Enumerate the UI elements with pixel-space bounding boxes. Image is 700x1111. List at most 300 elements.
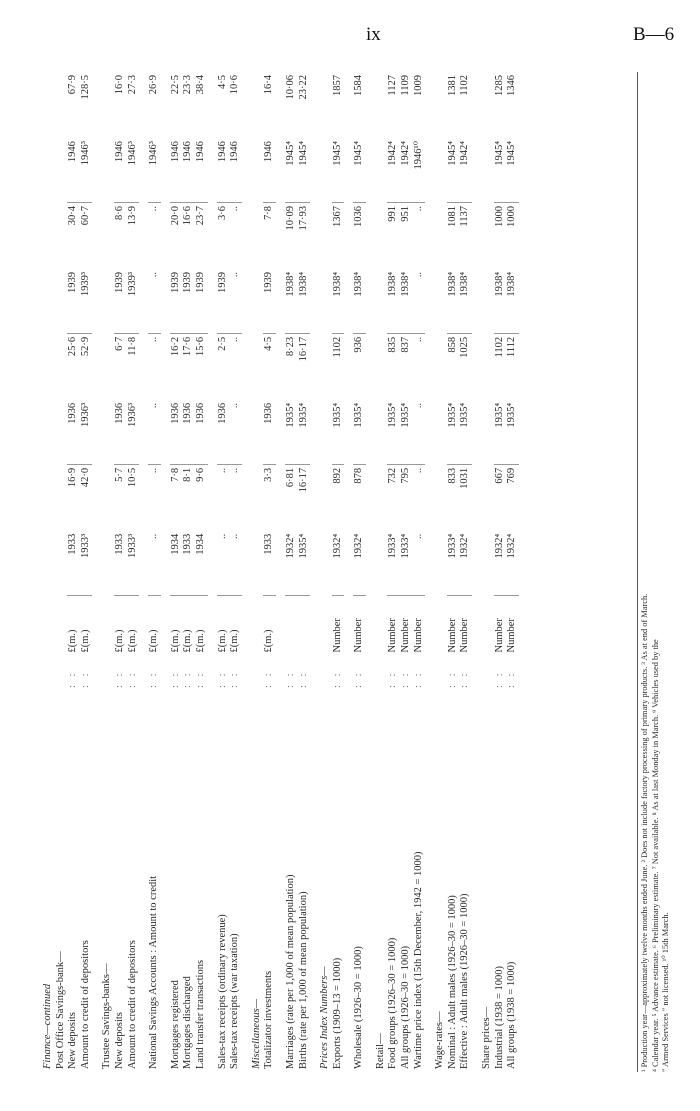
row-label: Totalizator investments — [263, 970, 275, 1069]
page-code: B—6 — [633, 24, 675, 45]
unit-cell: Number — [387, 618, 399, 653]
value-cell: 20·0 — [169, 206, 181, 226]
year-cell: 1936³ — [127, 400, 140, 464]
year-cell: 1942⁴ — [459, 138, 472, 202]
table-row — [182, 72, 195, 1072]
spacer-cell — [161, 72, 170, 1072]
table-row — [229, 72, 242, 1072]
value-cell: 667 — [493, 467, 505, 484]
value-cell: 6·7 — [113, 336, 125, 351]
value-cell: 9·6 — [194, 467, 206, 482]
row-label: Finance—continued — [42, 983, 53, 1069]
value-cell: .. — [229, 206, 241, 212]
row-label: New deposits — [67, 1012, 79, 1069]
footnotes — [637, 72, 672, 1072]
value-cell: 1102 — [459, 75, 471, 96]
year-cell: 1945⁴ — [285, 138, 298, 202]
spacer-cell — [472, 72, 481, 1072]
empty-cell — [251, 72, 264, 703]
year-cell: 1938⁴ — [447, 269, 460, 333]
year-cell: 1946¹⁰ — [413, 138, 426, 202]
year-cell: 1935⁴ — [298, 400, 311, 464]
value-cell: 6·81 — [284, 467, 296, 488]
value-cell: 16·4 — [263, 75, 275, 95]
year-cell: 1933 — [114, 531, 127, 595]
value-cell: 23·3 — [182, 75, 194, 95]
spacer-row — [472, 72, 481, 1072]
leader-dots: : : — [506, 670, 518, 688]
value-cell: .. — [412, 467, 424, 474]
table-row — [285, 72, 298, 1072]
page-number-roman: ix — [366, 24, 381, 45]
year-cell: 1935⁴ — [447, 400, 460, 464]
value-cell: 1857 — [331, 75, 343, 96]
value-cell: 835 — [387, 336, 399, 353]
year-cell: 1938⁴ — [459, 269, 472, 333]
leader-dots: : : — [400, 670, 412, 688]
year-cell: 1935⁴ — [506, 400, 519, 464]
value-cell: 1109 — [400, 75, 412, 96]
value-cell: 17·6 — [182, 336, 194, 357]
year-cell: 1936 — [263, 400, 276, 464]
leader-dots: : : — [331, 670, 343, 688]
empty-cell — [319, 72, 332, 703]
value-cell: 25·6 — [67, 336, 79, 357]
leader-dots: : : — [194, 670, 206, 688]
value-cell: 23·7 — [194, 206, 206, 226]
row-label: Nominal : Adult males (1926–30 = 1000) — [446, 895, 458, 1069]
table-row — [494, 72, 507, 1072]
value-cell: 16·17 — [297, 336, 309, 362]
value-cell: .. — [229, 467, 241, 474]
year-cell: 1938⁴ — [332, 269, 345, 333]
value-cell: 1584 — [353, 75, 365, 96]
year-cell: 1945⁴ — [298, 138, 311, 202]
year-cell: 1946 — [217, 138, 230, 202]
value-cell: .. — [216, 467, 228, 474]
row-label: Wholesale (1926–30 = 1000) — [353, 946, 365, 1069]
value-cell: 22·5 — [169, 75, 181, 95]
value-cell: 1009 — [412, 75, 424, 96]
value-cell: .. — [412, 206, 424, 212]
leader-dots: : : — [113, 670, 125, 688]
value-cell: .. — [229, 336, 241, 343]
year-cell: 1938⁴ — [506, 269, 519, 333]
leader-dots: : : — [284, 670, 296, 688]
value-cell: 10·06 — [284, 75, 296, 100]
row-label: Amount to credit of depositors — [126, 940, 138, 1069]
section-heading-row — [251, 72, 264, 1072]
year-cell: 1946³ — [80, 138, 93, 202]
value-cell: 2·5 — [216, 336, 228, 351]
row-label: Wage-rates— — [434, 1011, 446, 1069]
year-cell: 1936 — [170, 400, 183, 464]
year-cell: 1942⁴ — [400, 138, 413, 202]
year-cell: 1942⁴ — [387, 138, 400, 202]
year-cell: 1945⁴ — [494, 138, 507, 202]
value-cell: .. — [412, 336, 424, 343]
value-cell: 8·1 — [182, 467, 194, 482]
year-cell: 1945⁴ — [447, 138, 460, 202]
value-cell: 10·09 — [284, 206, 296, 231]
value-cell: 60·7 — [79, 206, 91, 226]
value-cell: 1000 — [493, 206, 505, 227]
value-cell: 795 — [400, 467, 412, 484]
leader-dots: : : — [169, 670, 181, 688]
value-cell: 11·8 — [126, 336, 138, 356]
value-cell: 833 — [446, 467, 458, 484]
unit-cell: £(m.) — [194, 629, 206, 653]
section-heading-row — [55, 72, 68, 1072]
unit-cell: £(m.) — [182, 629, 194, 653]
value-cell: 30·4 — [67, 206, 79, 226]
footnote-line: ¹ Production year—approximately twelve months ended June. ² Does not include factory processing of primary products. ³ As at end of March. — [640, 593, 649, 1072]
year-cell: 1938⁴ — [400, 269, 413, 333]
spacer-row — [425, 72, 434, 1072]
year-cell: 1939³ — [80, 269, 93, 333]
row-label: Trustee Savings-banks— — [101, 963, 113, 1069]
year-cell: 1932⁴ — [506, 531, 519, 595]
value-cell: .. — [148, 206, 160, 212]
table-row — [332, 72, 345, 1072]
year-cell: 1932⁴ — [494, 531, 507, 595]
year-cell: .. — [413, 400, 426, 464]
table-row — [506, 72, 519, 1072]
statistics-table — [42, 72, 519, 1072]
year-cell: 1932⁴ — [332, 531, 345, 595]
year-cell: 1932⁴ — [285, 531, 298, 595]
value-cell: 1036 — [353, 206, 365, 227]
unit-cell: Number — [400, 618, 412, 653]
value-cell: 52·9 — [79, 336, 91, 357]
unit-cell: Number — [353, 618, 365, 653]
year-cell: 1933 — [67, 531, 80, 595]
year-cell: 1939 — [195, 269, 208, 333]
year-cell: 1935⁴ — [332, 400, 345, 464]
unit-cell: £(m.) — [148, 629, 160, 653]
table-row — [80, 72, 93, 1072]
row-label: New deposits — [113, 1012, 125, 1069]
year-cell: 1946 — [182, 138, 195, 202]
section-heading-row — [319, 72, 332, 1072]
value-cell: .. — [148, 467, 160, 474]
row-label: Sales-tax receipts (ordinary revenue) — [216, 914, 228, 1069]
year-cell: 1935⁴ — [285, 400, 298, 464]
year-cell: 1936 — [195, 400, 208, 464]
year-cell: 1934 — [170, 531, 183, 595]
row-label: Mortgages discharged — [182, 976, 194, 1069]
spacer-row — [276, 72, 285, 1072]
unit-cell: £(m.) — [229, 629, 241, 653]
year-cell: 1945⁴ — [506, 138, 519, 202]
year-cell: 1946 — [114, 138, 127, 202]
year-cell: 1936 — [67, 400, 80, 464]
year-cell: .. — [229, 400, 242, 464]
leader-dots: : : — [148, 670, 160, 688]
spacer-row — [366, 72, 375, 1072]
value-cell: 991 — [387, 206, 399, 222]
leader-dots: : : — [412, 670, 424, 688]
empty-cell — [42, 72, 55, 703]
section-heading-row — [434, 72, 447, 1072]
value-cell: 13·9 — [126, 206, 138, 226]
value-cell: 10·6 — [229, 75, 241, 95]
row-label: Effective : Adult males (1926–30 = 1000) — [459, 893, 471, 1069]
unit-cell — [285, 595, 298, 655]
value-cell: 878 — [353, 467, 365, 484]
year-cell: .. — [413, 269, 426, 333]
year-cell: 1939 — [114, 269, 127, 333]
unit-cell: Number — [459, 618, 471, 653]
value-cell: 858 — [446, 336, 458, 353]
unit-cell: Number — [446, 618, 458, 653]
table-row — [217, 72, 230, 1072]
value-cell: 951 — [400, 206, 412, 222]
leader-dots: : : — [353, 670, 365, 688]
leader-dots: : : — [459, 670, 471, 688]
value-cell: 15·6 — [194, 336, 206, 357]
section-heading-row — [375, 72, 388, 1072]
year-cell: 1932⁴ — [353, 531, 366, 595]
spacer-cell — [344, 72, 353, 1072]
year-cell: .. — [148, 400, 161, 464]
empty-cell — [434, 72, 447, 703]
row-label: Food groups (1926–30 = 1000) — [387, 937, 399, 1069]
year-cell: 1938⁴ — [387, 269, 400, 333]
empty-cell — [481, 72, 494, 703]
unit-cell: £(m.) — [126, 629, 138, 653]
spacer-cell — [366, 72, 375, 1072]
spacer-cell — [310, 72, 319, 1072]
value-cell: 1367 — [331, 206, 343, 227]
value-cell: 128·5 — [79, 75, 91, 100]
table-row — [263, 72, 276, 1072]
year-cell: 1935⁴ — [298, 531, 311, 595]
spacer-row — [344, 72, 353, 1072]
value-cell: 17·93 — [297, 206, 309, 231]
table-row — [148, 72, 161, 1072]
value-cell: 1137 — [459, 206, 471, 227]
value-cell: 892 — [331, 467, 343, 484]
value-cell: 8·23 — [284, 336, 296, 357]
year-cell: 1933⁴ — [400, 531, 413, 595]
leader-dots: : : — [126, 670, 138, 688]
table-row — [195, 72, 208, 1072]
value-cell: 7·8 — [263, 206, 275, 220]
spacer-cell — [208, 72, 217, 1072]
table-row — [413, 72, 426, 1072]
unit-cell: £(m.) — [79, 629, 91, 653]
table-row — [353, 72, 366, 1072]
spacer-row — [92, 72, 101, 1072]
year-cell: 1933⁴ — [447, 531, 460, 595]
year-cell: 1946 — [263, 138, 276, 202]
year-cell: .. — [148, 531, 161, 595]
year-cell: 1932⁴ — [459, 531, 472, 595]
year-cell: 1938⁴ — [298, 269, 311, 333]
year-cell: 1946³ — [148, 138, 161, 202]
value-cell: 4·5 — [263, 336, 275, 351]
unit-cell: £(m.) — [169, 629, 181, 653]
year-cell: 1946 — [195, 138, 208, 202]
value-cell: 10·5 — [126, 467, 138, 488]
value-cell: 1025 — [459, 336, 471, 358]
spacer-cell — [242, 72, 251, 1072]
value-cell: 1346 — [506, 75, 518, 96]
row-label: National Savings Accounts : Amount to credit — [148, 875, 160, 1069]
table-row — [447, 72, 460, 1072]
section-heading-row — [481, 72, 494, 1072]
year-cell: 1946 — [170, 138, 183, 202]
row-label: Retail— — [374, 1033, 386, 1069]
unit-cell: £(m.) — [67, 629, 79, 653]
unit-cell: £(m.) — [263, 629, 275, 653]
spacer-row — [310, 72, 319, 1072]
year-cell: 1939 — [67, 269, 80, 333]
value-cell: 16·2 — [169, 336, 181, 357]
year-cell: 1938⁴ — [285, 269, 298, 333]
row-label: Mortgages registered — [169, 980, 181, 1069]
year-cell: .. — [229, 269, 242, 333]
year-cell: 1935⁴ — [353, 400, 366, 464]
value-cell: 7·8 — [169, 467, 181, 482]
footnote-line: " Armed Services " not licensed. ¹⁰ 15th March. — [661, 912, 670, 1072]
unit-cell: Number — [412, 618, 424, 653]
unit-cell: £(m.) — [216, 629, 228, 653]
table-row — [400, 72, 413, 1072]
year-cell: .. — [148, 269, 161, 333]
year-cell: 1933⁴ — [387, 531, 400, 595]
rotated-statistics-page — [42, 72, 670, 1072]
value-cell: 1112 — [506, 336, 518, 358]
value-cell: 1381 — [446, 75, 458, 96]
leader-dots: : : — [216, 670, 228, 688]
year-cell: 1946³ — [127, 138, 140, 202]
year-cell: 1936³ — [80, 400, 93, 464]
value-cell: 732 — [387, 467, 399, 484]
table-row — [170, 72, 183, 1072]
row-label: Miscellaneous— — [250, 999, 262, 1069]
year-cell: 1935⁴ — [400, 400, 413, 464]
row-label: Share prices— — [481, 1006, 493, 1069]
year-cell: 1938⁴ — [353, 269, 366, 333]
value-cell: 1102 — [493, 336, 505, 358]
value-cell: 769 — [506, 467, 518, 484]
year-cell: 1936 — [182, 400, 195, 464]
leader-dots: : : — [229, 670, 241, 688]
year-cell: 1935⁴ — [387, 400, 400, 464]
row-label: Industrial (1938 = 1000) — [493, 965, 505, 1069]
table-row — [67, 72, 80, 1072]
value-cell: 936 — [353, 336, 365, 353]
spacer-row — [208, 72, 217, 1072]
row-label: Land transfer transactions — [194, 959, 206, 1069]
value-cell: 42·0 — [79, 467, 91, 488]
row-label: Amount to credit of depositors — [79, 940, 91, 1069]
unit-cell — [298, 595, 311, 655]
spacer-row — [161, 72, 170, 1072]
spacer-cell — [139, 72, 148, 1072]
value-cell: 27·3 — [126, 75, 138, 95]
year-cell: 1934 — [195, 531, 208, 595]
value-cell: .. — [148, 336, 160, 343]
row-label: Sales-tax receipts (war taxation) — [229, 933, 241, 1069]
value-cell: 1031 — [459, 467, 471, 489]
empty-cell — [101, 72, 114, 703]
leader-dots: : : — [182, 670, 194, 688]
year-cell: 1939 — [217, 269, 230, 333]
table-row — [387, 72, 400, 1072]
leader-dots: : : — [387, 670, 399, 688]
value-cell: 1285 — [493, 75, 505, 96]
table-row — [298, 72, 311, 1072]
value-cell: 1127 — [387, 75, 399, 96]
leader-dots: : : — [263, 670, 275, 688]
value-cell: 1081 — [446, 206, 458, 227]
year-cell: 1935⁴ — [459, 400, 472, 464]
value-cell: 23·22 — [297, 75, 309, 100]
spacer-cell — [425, 72, 434, 1072]
year-cell: 1945⁴ — [332, 138, 345, 202]
year-cell: 1933³ — [80, 531, 93, 595]
value-cell: 26·9 — [148, 75, 160, 95]
value-cell: 16·0 — [113, 75, 125, 95]
year-cell: 1933 — [263, 531, 276, 595]
year-cell: 1935⁴ — [494, 400, 507, 464]
value-cell: 16·6 — [182, 206, 194, 226]
section-heading-row — [42, 72, 55, 1072]
year-cell: .. — [229, 531, 242, 595]
row-label: Prices Index Numbers— — [319, 966, 331, 1069]
section-heading-row — [101, 72, 114, 1072]
value-cell: 16·9 — [67, 467, 79, 488]
spacer-cell — [92, 72, 101, 1072]
empty-cell — [375, 72, 388, 703]
spacer-row — [139, 72, 148, 1072]
leader-dots: : : — [67, 670, 79, 688]
year-cell: 1936 — [217, 400, 230, 464]
year-cell: 1945⁴ — [353, 138, 366, 202]
spacer-cell — [276, 72, 285, 1072]
value-cell: 4·5 — [216, 75, 228, 89]
year-cell: 1939³ — [127, 269, 140, 333]
value-cell: 3·3 — [263, 467, 275, 482]
value-cell: 67·9 — [67, 75, 79, 95]
table-row — [114, 72, 127, 1072]
value-cell: 1102 — [331, 336, 343, 358]
unit-cell: Number — [331, 618, 343, 653]
leader-dots: : : — [446, 670, 458, 688]
value-cell: 16·17 — [297, 467, 309, 493]
year-cell: 1946 — [67, 138, 80, 202]
row-label: Marriages (rate per 1,000 of mean population) — [284, 874, 296, 1069]
row-label: Births (rate per 1,000 of mean population) — [297, 891, 309, 1069]
year-cell: 1936 — [114, 400, 127, 464]
row-label: All groups (1926–30 = 1000) — [400, 945, 412, 1069]
year-cell: 1933 — [182, 531, 195, 595]
unit-cell: £(m.) — [113, 629, 125, 653]
leader-dots: : : — [493, 670, 505, 688]
footnote-line: ⁴ Calendar year. ⁵ Advance estimate. ⁶ Preliminary estimate. ⁷ Not available. ⁸ As at last Monday in March. ⁹ Vehicles used by the — [650, 639, 660, 1072]
spacer-row — [242, 72, 251, 1072]
value-cell: 837 — [400, 336, 412, 353]
year-cell: .. — [413, 531, 426, 595]
year-cell: 1939 — [182, 269, 195, 333]
value-cell: 5·7 — [113, 467, 125, 482]
value-cell: 38·4 — [194, 75, 206, 95]
leader-dots: : : — [79, 670, 91, 688]
table-row — [459, 72, 472, 1072]
